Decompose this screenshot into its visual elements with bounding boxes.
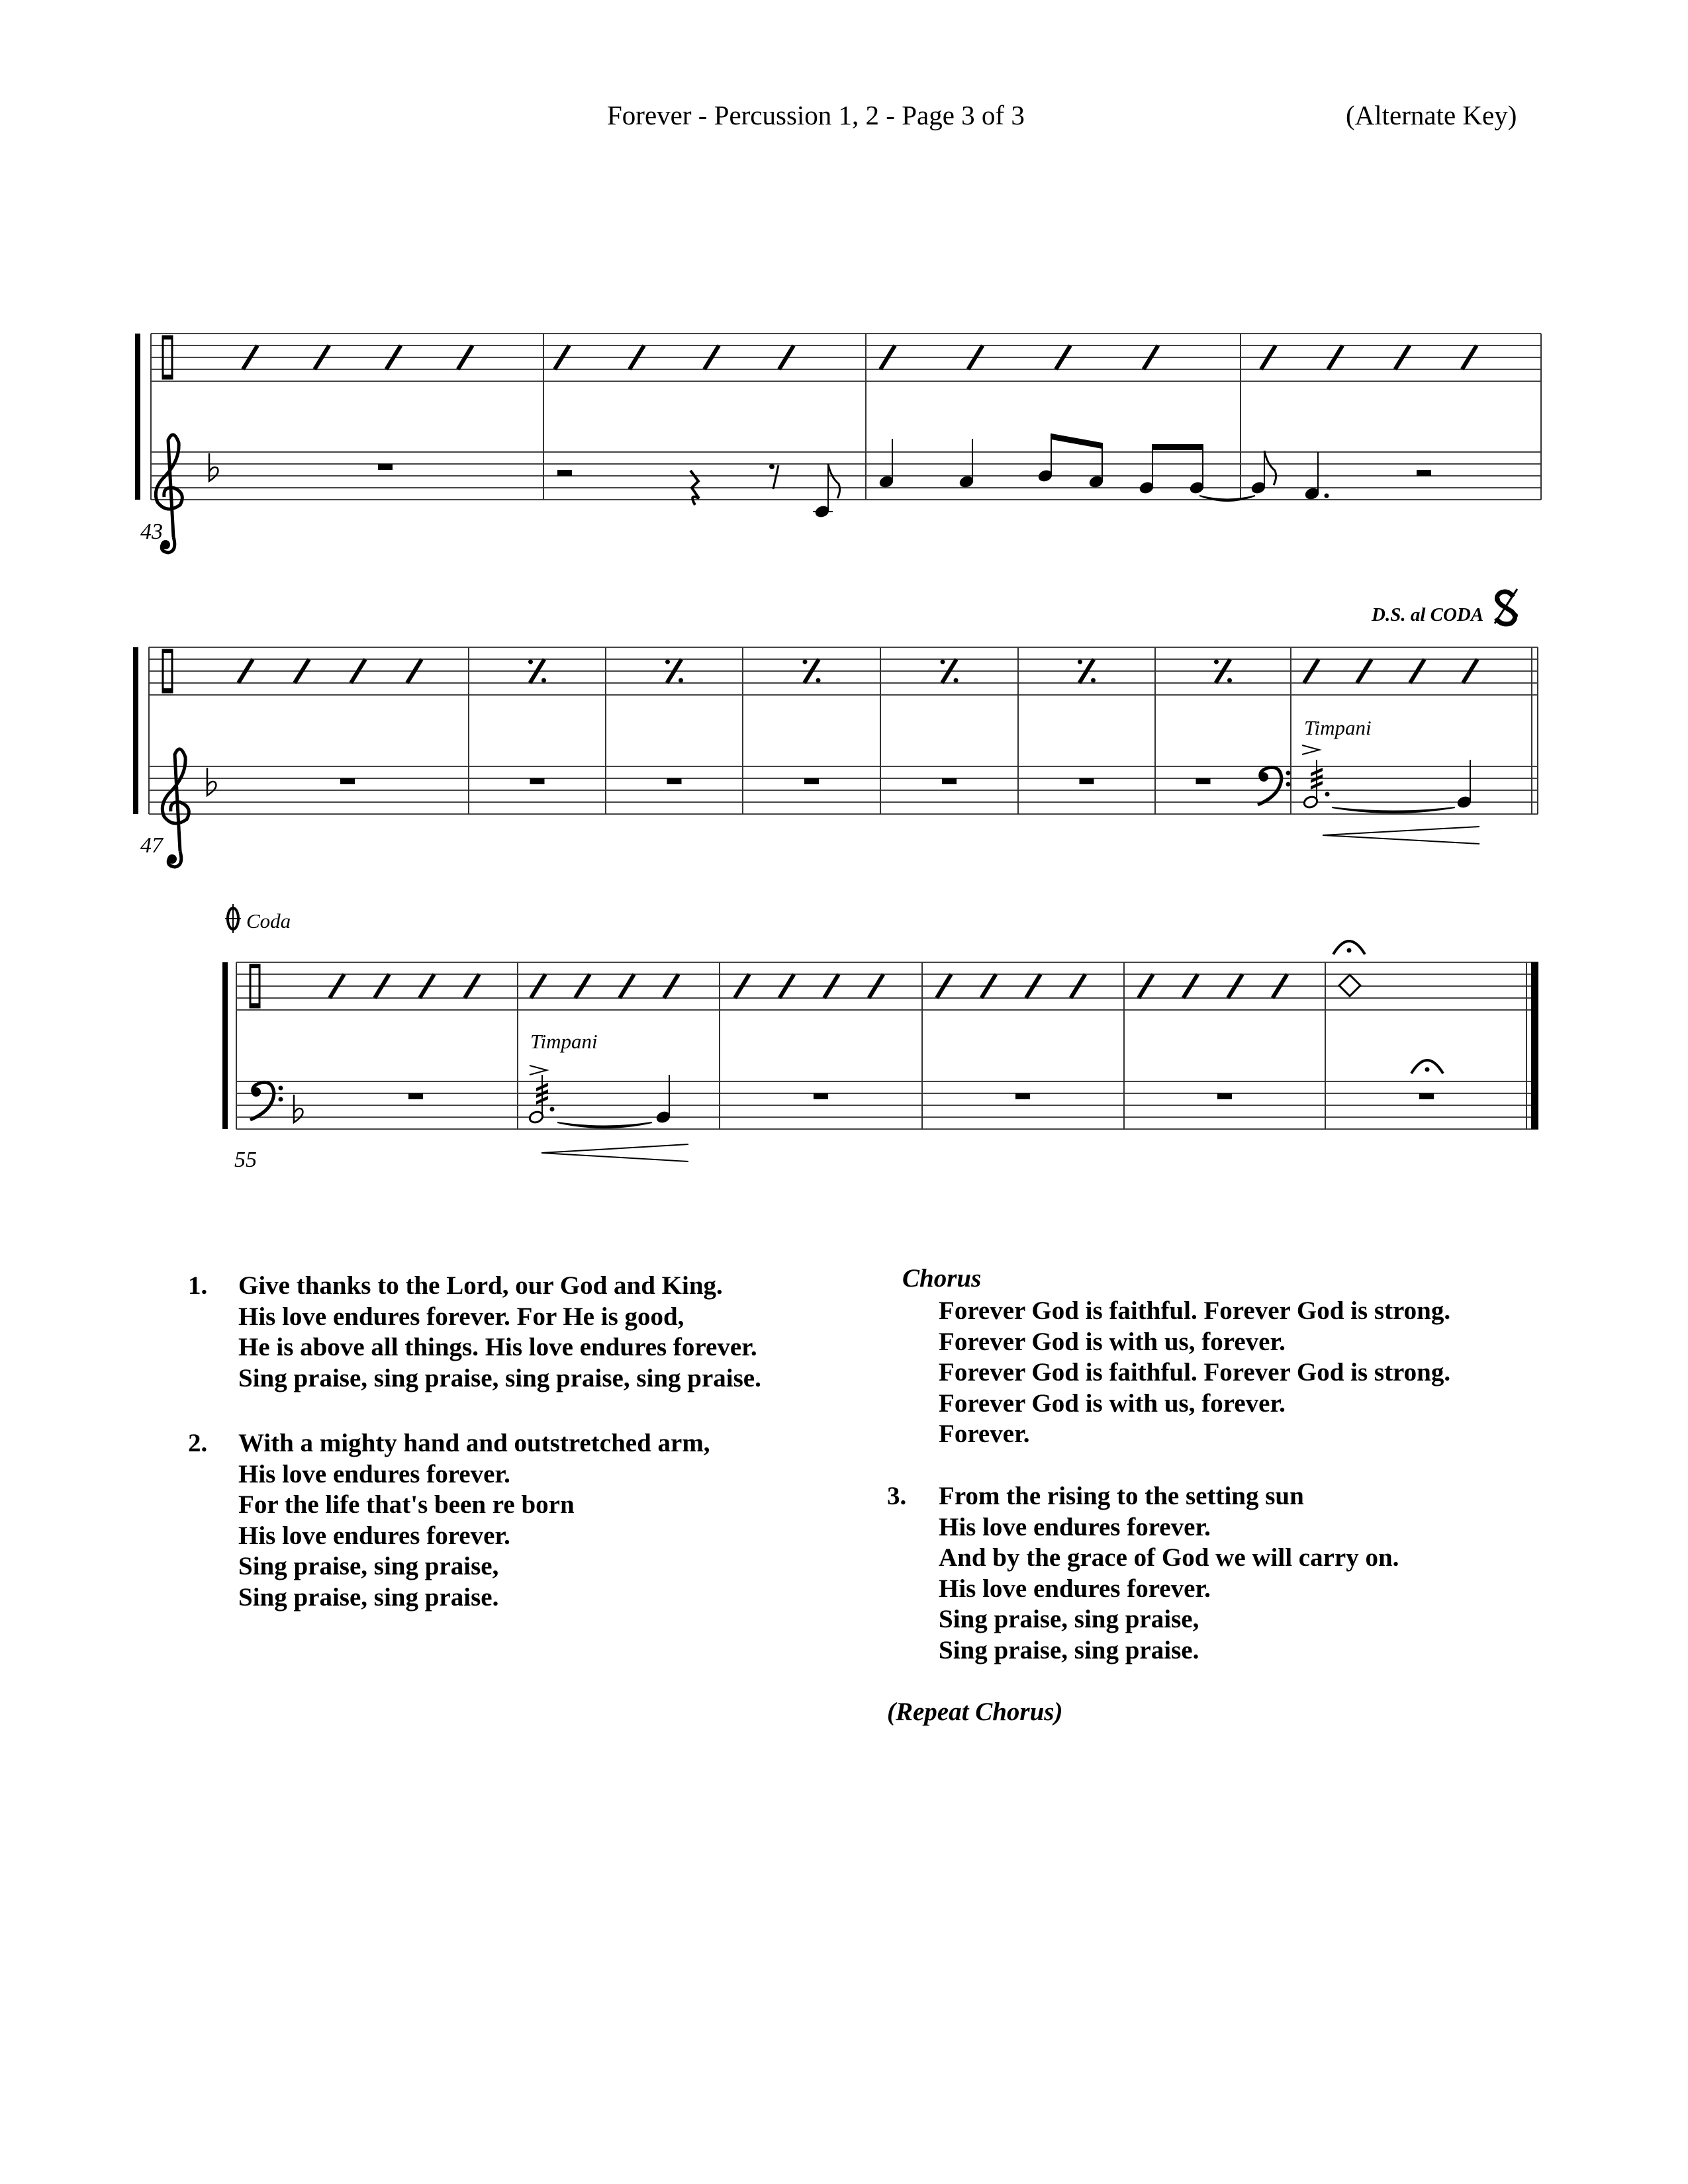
eighth-rest <box>769 464 774 469</box>
coda-label: Coda <box>246 909 291 933</box>
final-barline <box>1531 962 1538 1129</box>
measure-repeat-dot <box>665 660 670 664</box>
segno-dot <box>1495 597 1500 602</box>
measure-number-43: 43 <box>140 520 163 544</box>
measure-repeat-dot <box>1227 678 1232 683</box>
measure-repeat-dot <box>954 678 959 683</box>
half-rest <box>1417 470 1431 476</box>
lyric-line: Sing praise, sing praise, <box>939 1605 1199 1633</box>
note-flag <box>1264 451 1276 485</box>
bass-clef-icon <box>250 1082 274 1120</box>
lyric-line: For the life that's been re born <box>238 1490 575 1519</box>
bass-clef-dot <box>279 1086 283 1091</box>
crescendo-hairpin <box>1323 827 1479 835</box>
tie <box>1332 807 1455 813</box>
lyric-line: And by the grace of God we will carry on. <box>939 1543 1399 1572</box>
lyric-line: His love endures forever. <box>939 1574 1211 1603</box>
fermata-dot <box>1425 1068 1430 1072</box>
timpani-label: Timpani <box>1304 716 1372 739</box>
measure-repeat-dot <box>816 678 821 683</box>
percussion-clef-icon <box>250 964 259 968</box>
tie <box>557 1122 652 1128</box>
augmentation-dot <box>1325 792 1330 797</box>
lyric-line: Sing praise, sing praise, sing praise, sing praise. <box>238 1363 761 1392</box>
chorus-heading: Chorus <box>902 1264 982 1293</box>
bass-clef-icon <box>1258 767 1282 805</box>
lyric-line: Sing praise, sing praise. <box>939 1635 1199 1664</box>
measure-repeat-dot <box>803 660 808 664</box>
measure-repeat-dot <box>541 678 546 683</box>
lyric-line: Sing praise, sing praise, <box>238 1552 499 1580</box>
crescendo-hairpin <box>1323 835 1479 844</box>
flat-key-signature <box>207 768 216 796</box>
verse-3 <box>887 1481 1399 1666</box>
bass-clef-dot <box>1286 782 1291 787</box>
bass-clef-icon <box>252 1087 261 1097</box>
whole-rest <box>1080 778 1094 784</box>
verse-number: 1. <box>188 1271 208 1300</box>
lyric-line: Sing praise, sing praise. <box>238 1582 499 1612</box>
lyric-line: With a mighty hand and outstretched arm, <box>238 1429 710 1457</box>
page-title: Forever - Percussion 1, 2 - Page 3 of 3 <box>607 100 1025 130</box>
percussion-clef-icon <box>163 649 172 653</box>
augmentation-dot <box>1325 494 1329 498</box>
system-bracket <box>135 334 140 500</box>
measure-repeat-dot <box>1214 660 1219 664</box>
measure-repeat-dot <box>1078 660 1082 664</box>
fermata-dot <box>1347 948 1352 953</box>
flat-key-signature <box>294 1095 303 1122</box>
chorus <box>939 1296 1450 1450</box>
diamond-whole-note <box>1339 975 1360 996</box>
bass-clef-dot <box>279 1097 283 1102</box>
measure-number-47: 47 <box>140 833 163 858</box>
whole-rest <box>804 778 819 784</box>
whole-rest <box>814 1093 828 1099</box>
repeat-chorus-instruction: (Repeat Chorus) <box>887 1698 1063 1726</box>
verse-number: 2. <box>188 1429 208 1457</box>
whole-rest <box>408 1093 423 1099</box>
measure-repeat-dot <box>941 660 945 664</box>
percussion-clef-icon <box>250 1003 259 1007</box>
note-beam <box>1152 444 1203 450</box>
whole-rest <box>942 778 957 784</box>
eighth-rest <box>773 465 778 489</box>
percussion-clef-icon <box>163 688 172 692</box>
half-rest <box>557 470 572 476</box>
verse-number: 3. <box>887 1482 907 1510</box>
lyric-line: Forever God is with us, forever. <box>939 1327 1286 1356</box>
whole-rest <box>1217 1093 1232 1099</box>
lyric-line: Forever God is faithful. Forever God is strong. <box>939 1297 1451 1325</box>
verse-1 <box>188 1271 761 1394</box>
system-bracket <box>222 962 228 1129</box>
lyric-line: His love endures forever. <box>238 1521 510 1550</box>
augmentation-dot <box>550 1107 555 1112</box>
lyric-line: He is above all things. His love endures forever. <box>238 1333 757 1361</box>
lyric-line: Forever God is with us, forever. <box>939 1388 1286 1418</box>
measure-repeat-dot <box>1091 678 1096 683</box>
lyric-line: His love endures forever. For He is good, <box>238 1302 684 1331</box>
crescendo-hairpin <box>541 1153 688 1161</box>
accent-mark <box>530 1066 547 1075</box>
timpani-label: Timpani <box>530 1030 598 1053</box>
alternate-key-note: (Alternate Key) <box>1346 100 1517 130</box>
whole-rest <box>1419 1093 1434 1099</box>
lyric-line: His love endures forever. <box>238 1459 510 1488</box>
lyric-line: Forever God is faithful. Forever God is strong. <box>939 1358 1451 1387</box>
treble-clef-icon <box>167 854 177 864</box>
accent-mark <box>1302 745 1319 754</box>
whole-rest <box>1196 778 1211 784</box>
system-bracket <box>133 647 138 814</box>
verse-2 <box>188 1428 710 1613</box>
measure-repeat-dot <box>528 660 533 664</box>
whole-rest <box>1015 1093 1030 1099</box>
whole-rest <box>378 464 393 470</box>
lyric-line: Give thanks to the Lord, our God and King. <box>238 1271 723 1300</box>
lyric-line: His love endures forever. <box>939 1512 1211 1541</box>
percussion-clef-icon <box>163 336 172 340</box>
flat-key-signature <box>209 453 218 481</box>
crescendo-hairpin <box>541 1144 688 1153</box>
note-flag <box>828 464 840 498</box>
whole-rest <box>340 778 355 784</box>
measure-repeat-dot <box>679 678 683 683</box>
whole-rest <box>667 778 682 784</box>
bass-clef-dot <box>1286 771 1291 776</box>
bass-clef-icon <box>1259 772 1268 782</box>
whole-rest <box>530 778 545 784</box>
lyric-line: Forever. <box>939 1420 1030 1448</box>
percussion-clef-icon <box>163 375 172 379</box>
ds-al-coda-direction: D.S. al CODA <box>1372 604 1484 625</box>
lyric-line: From the rising to the setting sun <box>939 1482 1304 1510</box>
segno-dot <box>1513 613 1518 618</box>
measure-number-55: 55 <box>234 1148 257 1172</box>
note-beam <box>1051 433 1102 449</box>
